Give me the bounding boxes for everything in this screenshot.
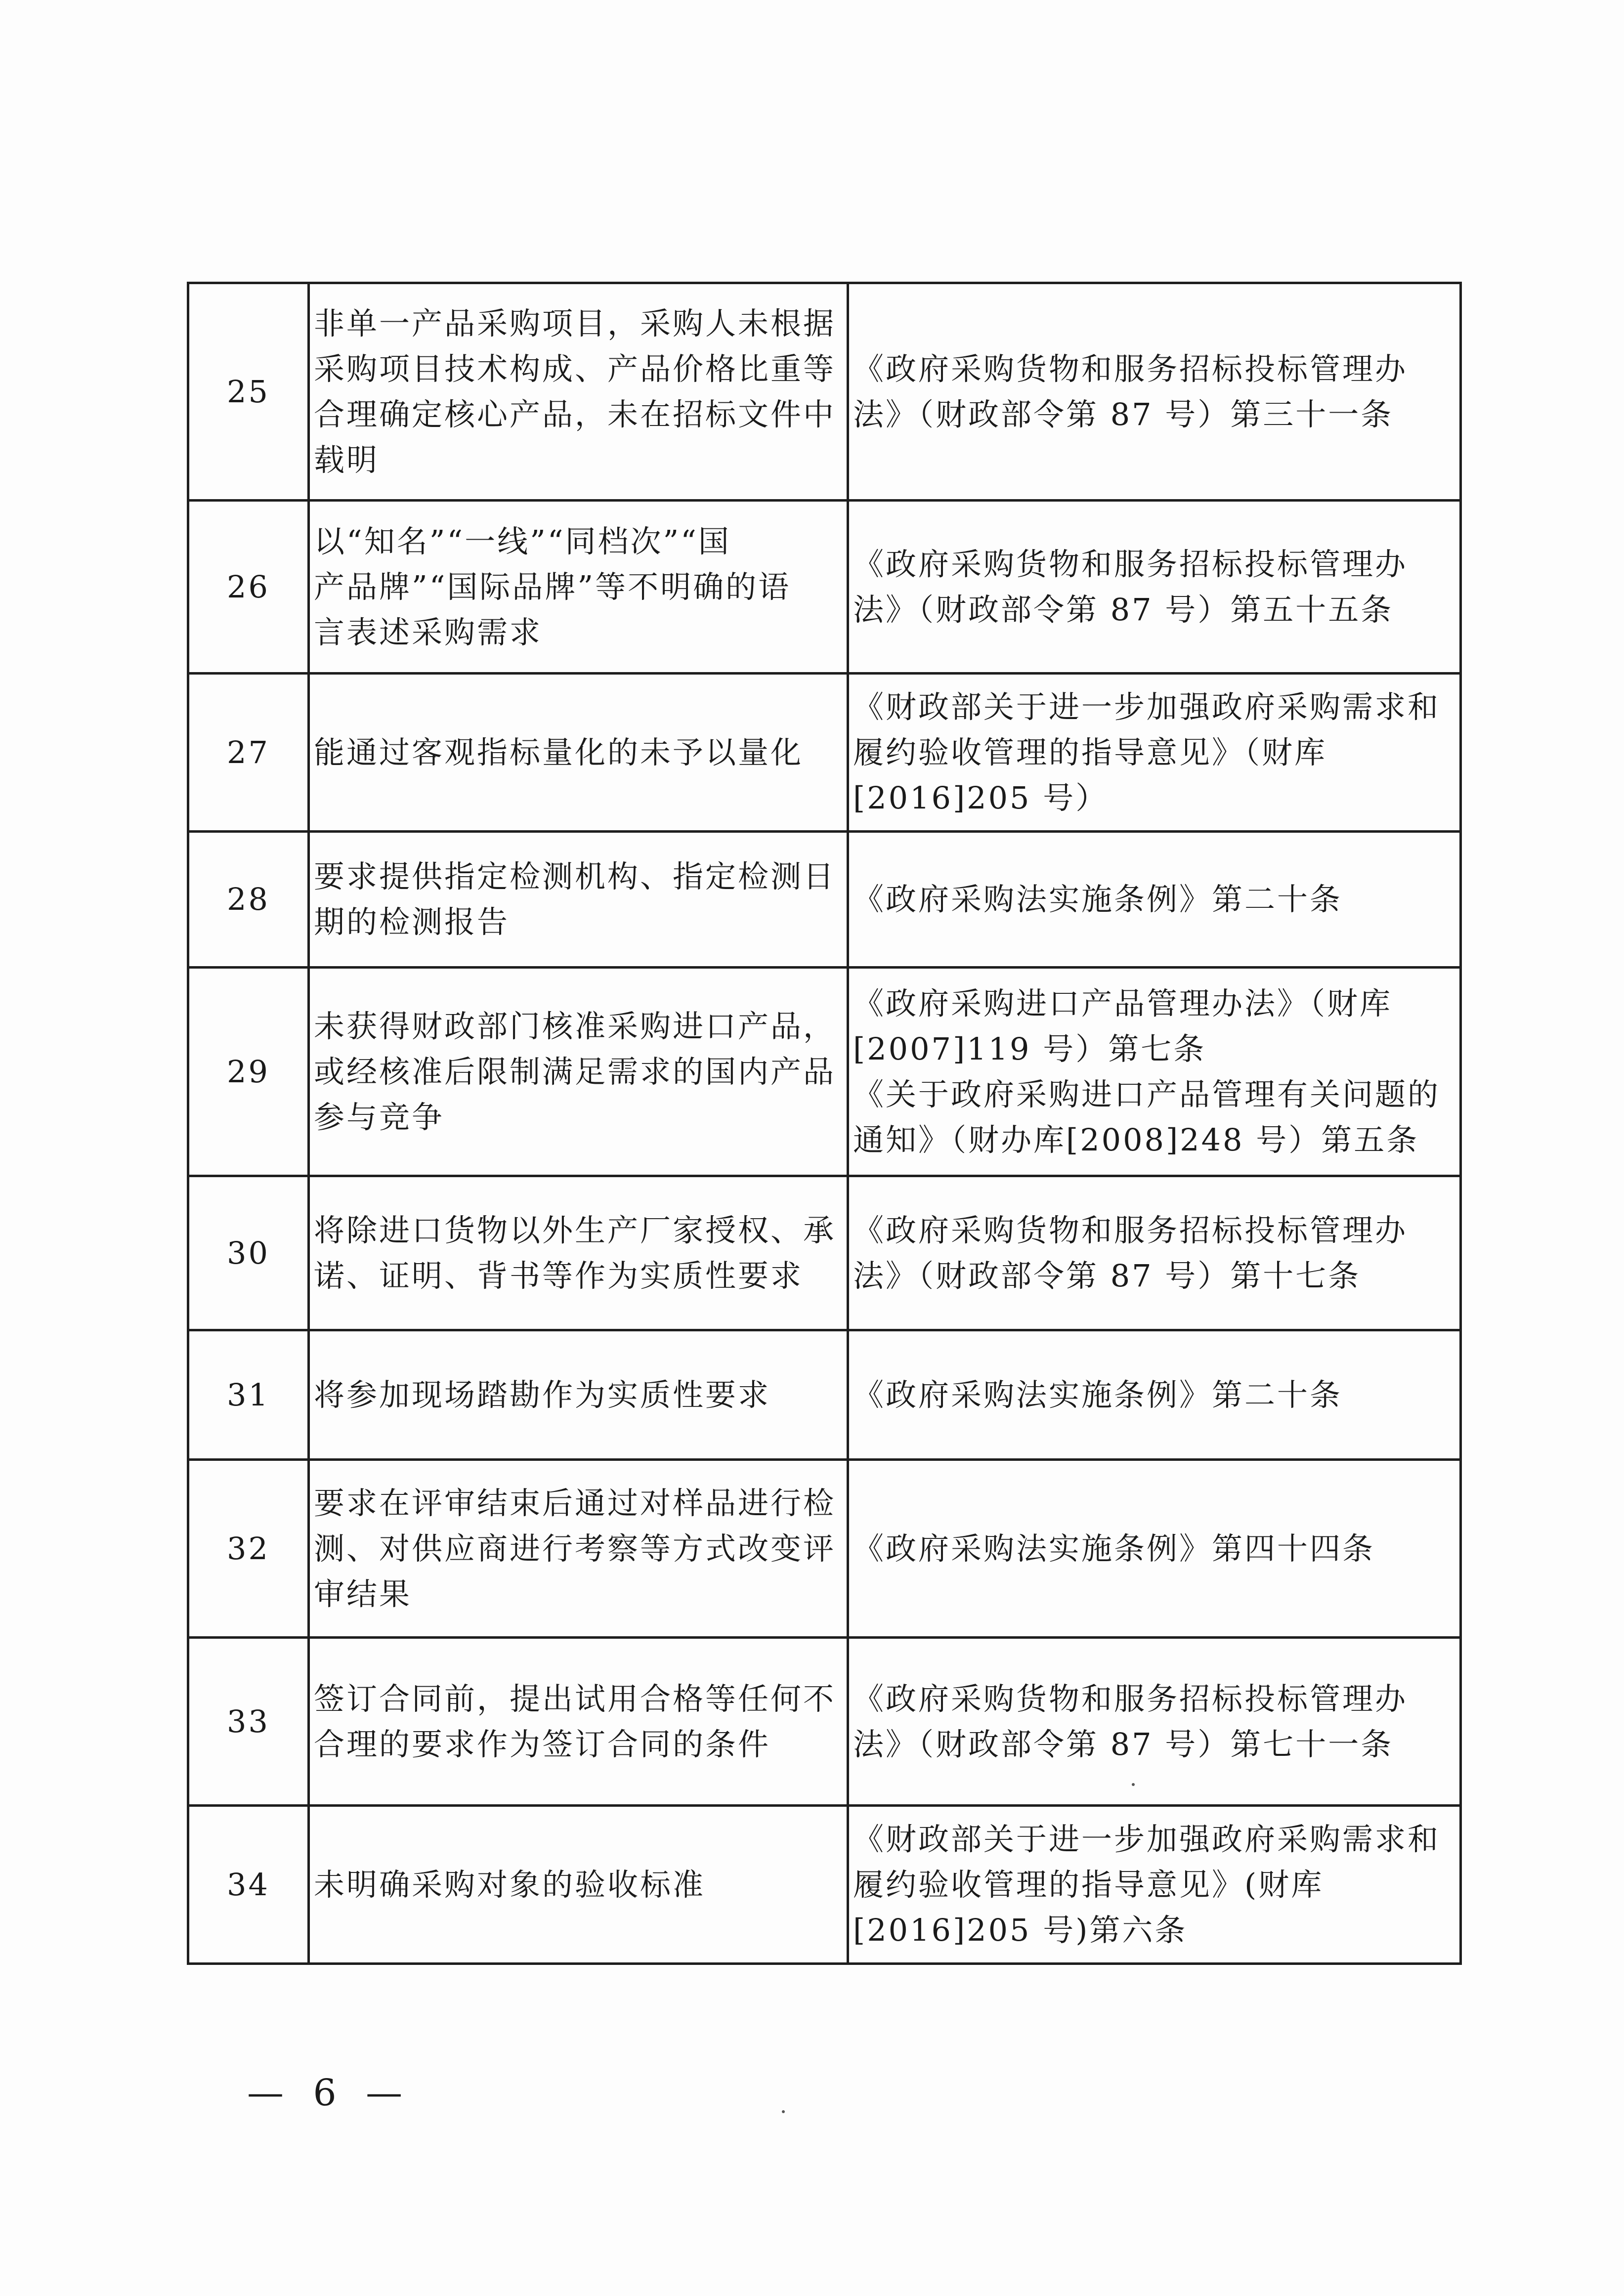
basis-line: 《财政部关于进一步加强政府采购需求和 — [853, 688, 1441, 725]
basis-cell — [848, 1460, 1461, 1638]
row-number: 25 — [188, 283, 309, 501]
issue-line: 要求在评审结束后通过对样品进行检 — [314, 1485, 836, 1521]
row-number: 34 — [188, 1806, 309, 1964]
basis-cell — [848, 674, 1461, 832]
issue-line: 期的检测报告 — [314, 904, 510, 940]
table-row — [188, 283, 1461, 501]
basis-line: 《财政部关于进一步加强政府采购需求和 — [853, 1821, 1441, 1857]
scan-speck — [1132, 1783, 1135, 1786]
row-number: 26 — [188, 501, 309, 674]
issue-cell — [309, 501, 848, 674]
issue-cell — [309, 1460, 848, 1638]
regulation-table — [187, 282, 1462, 1965]
basis-line: 《政府采购货物和服务招标投标管理办 — [853, 350, 1408, 387]
table-row — [188, 1330, 1461, 1460]
table-row — [188, 968, 1461, 1176]
table-row — [188, 1176, 1461, 1330]
basis-line: 《政府采购货物和服务招标投标管理办 — [853, 1212, 1408, 1248]
issue-cell — [309, 832, 848, 968]
issue-line: 合理的要求作为签订合同的条件 — [314, 1726, 771, 1762]
basis-line: 《关于政府采购进口产品管理有关问题的 — [853, 1076, 1441, 1112]
issue-cell — [309, 1330, 848, 1460]
issue-line: 将参加现场踏勘作为实质性要求 — [314, 1376, 771, 1413]
basis-line: [2016]205 号)第六条 — [853, 1912, 1188, 1948]
issue-cell — [309, 674, 848, 832]
row-number: 27 — [188, 674, 309, 832]
row-number: 28 — [188, 832, 309, 968]
basis-line: 通知》（财办库[2008]248 号）第五条 — [853, 1121, 1419, 1158]
basis-cell — [848, 501, 1461, 674]
issue-line: 测、对供应商进行考察等方式改变评 — [314, 1530, 836, 1567]
issue-line: 参与竞争 — [314, 1099, 445, 1135]
issue-line: 或经核准后限制满足需求的国内产品 — [314, 1053, 836, 1090]
issue-cell — [309, 1638, 848, 1806]
basis-line: 《政府采购法实施条例》第二十条 — [853, 881, 1343, 917]
basis-line: 履约验收管理的指导意见》（财库 — [853, 734, 1327, 770]
basis-line: 法》（财政部令第 87 号）第七十一条 — [853, 1726, 1394, 1762]
table-row — [188, 501, 1461, 674]
table-row — [188, 1806, 1461, 1964]
issue-line: 采购项目技术构成、产品价格比重等 — [314, 350, 836, 387]
page-number: — 6 — — [247, 2072, 412, 2114]
row-number: 33 — [188, 1638, 309, 1806]
issue-line: 诺、证明、背书等作为实质性要求 — [314, 1257, 804, 1294]
basis-line: 履约验收管理的指导意见》(财库 — [853, 1866, 1324, 1903]
issue-cell — [309, 283, 848, 501]
issue-cell — [309, 968, 848, 1176]
issue-line: 产品牌”“国际品牌”等不明确的语 — [314, 568, 791, 605]
row-number: 30 — [188, 1176, 309, 1330]
basis-line: 法》（财政部令第 87 号）第五十五条 — [853, 591, 1394, 628]
basis-cell — [848, 283, 1461, 501]
basis-line: 《政府采购法实施条例》第二十条 — [853, 1376, 1343, 1413]
basis-cell — [848, 1176, 1461, 1330]
issue-line: 未获得财政部门核准采购进口产品， — [314, 1008, 836, 1044]
issue-line: 未明确采购对象的验收标准 — [314, 1866, 706, 1903]
table-row — [188, 1460, 1461, 1638]
row-number: 29 — [188, 968, 309, 1176]
issue-line: 非单一产品采购项目，采购人未根据 — [314, 305, 836, 341]
table-row — [188, 1638, 1461, 1806]
basis-line: 《政府采购法实施条例》第四十四条 — [853, 1530, 1375, 1567]
basis-line: 《政府采购进口产品管理办法》（财库 — [853, 985, 1393, 1021]
basis-line: 法》（财政部令第 87 号）第十七条 — [853, 1257, 1361, 1294]
basis-line: 《政府采购货物和服务招标投标管理办 — [853, 546, 1408, 582]
basis-line: [2007]119 号）第七条 — [853, 1030, 1206, 1067]
issue-line: 签订合同前，提出试用合格等任何不 — [314, 1680, 836, 1717]
issue-line: 将除进口货物以外生产厂家授权、承 — [314, 1212, 836, 1248]
issue-line: 能通过客观指标量化的未予以量化 — [314, 734, 804, 770]
basis-line: 《政府采购货物和服务招标投标管理办 — [853, 1680, 1408, 1717]
basis-cell — [848, 968, 1461, 1176]
basis-line: [2016]205 号） — [853, 779, 1109, 816]
issue-line: 载明 — [314, 441, 380, 478]
issue-line: 合理确定核心产品，未在招标文件中 — [314, 396, 836, 432]
issue-line: 要求提供指定检测机构、指定检测日 — [314, 858, 836, 894]
basis-cell — [848, 1806, 1461, 1964]
scan-speck — [782, 2110, 785, 2113]
issue-line: 以“知名”“一线”“同档次”“国 — [314, 523, 731, 559]
basis-cell — [848, 1638, 1461, 1806]
row-number: 32 — [188, 1460, 309, 1638]
table-body — [188, 283, 1461, 1964]
basis-cell — [848, 1330, 1461, 1460]
issue-cell — [309, 1176, 848, 1330]
basis-line: 法》（财政部令第 87 号）第三十一条 — [853, 396, 1394, 432]
issue-line: 言表述采购需求 — [314, 614, 543, 650]
issue-line: 审结果 — [314, 1575, 412, 1612]
issue-cell — [309, 1806, 848, 1964]
basis-cell — [848, 832, 1461, 968]
table-row — [188, 674, 1461, 832]
row-number: 31 — [188, 1330, 309, 1460]
table-row — [188, 832, 1461, 968]
